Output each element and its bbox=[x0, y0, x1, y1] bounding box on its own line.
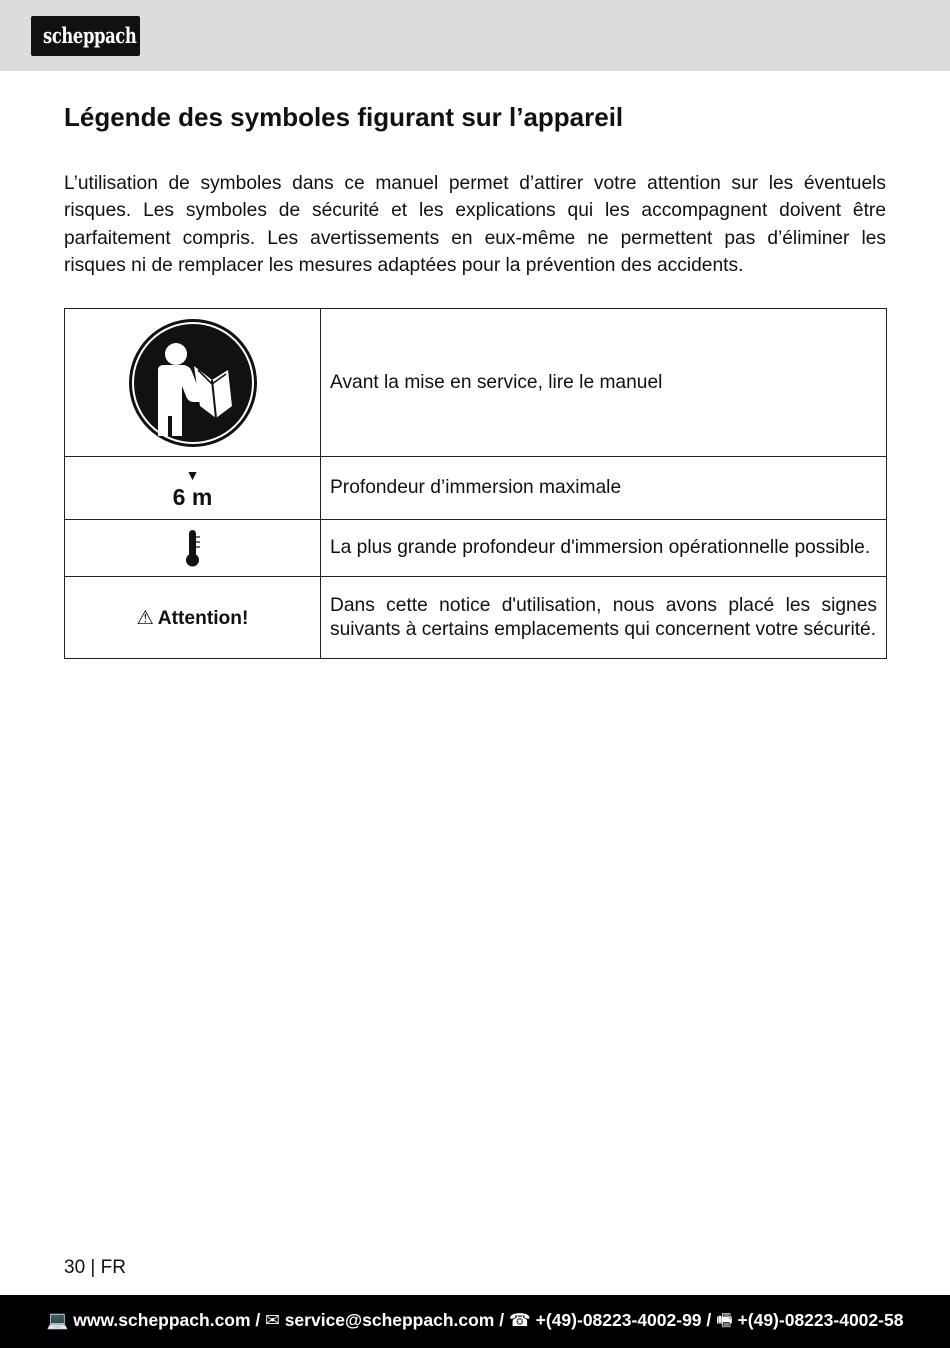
scheppach-logo[interactable] bbox=[31, 16, 140, 56]
email-icon: ✉ bbox=[265, 1310, 280, 1330]
attention-label bbox=[137, 608, 249, 629]
symbol-cell bbox=[65, 577, 321, 659]
symbol-row-manual bbox=[65, 309, 887, 457]
thermometer-icon bbox=[184, 529, 202, 567]
symbol-cell bbox=[65, 457, 321, 520]
warning-triangle-icon: ⚠ bbox=[136, 607, 154, 629]
header-bar bbox=[0, 0, 950, 71]
phone-icon: ☎ bbox=[508, 1310, 531, 1330]
symbol-cell bbox=[65, 309, 321, 457]
symbol-row-thermometer bbox=[65, 520, 887, 577]
symbol-description: Profondeur d’immersion maximale bbox=[321, 457, 887, 520]
footer-contact-line bbox=[0, 1295, 950, 1348]
symbol-cell bbox=[65, 520, 321, 577]
computer-icon: 💻 bbox=[46, 1310, 69, 1330]
fax-number: +(49)-08223-4002-58 bbox=[737, 1310, 904, 1330]
symbol-description: Dans cette notice d'utilisation, nous avons placé les signes suivants à certains emplacements qui concernent votre sécurité. bbox=[321, 577, 887, 659]
intro-paragraph: L’utilisation de symboles dans ce manuel permet d’attirer votre attention sur les éventuels risques. Les symboles de sécurité et les explications qui les accompagnent doivent être parfaitement compris. Les avertissements en eux-même ne permettent pas d’éliminer les risques ni de remplacer les mesures adaptées pour la prévention des accidents. bbox=[64, 173, 886, 276]
read-manual-icon bbox=[128, 318, 258, 448]
arrow-down-glyph: ▼ bbox=[185, 467, 200, 483]
email-link[interactable]: service@scheppach.com bbox=[284, 1310, 495, 1330]
website-link[interactable]: www.scheppach.com bbox=[73, 1310, 251, 1330]
separator: / bbox=[250, 1310, 266, 1330]
symbol-description: La plus grande profondeur d'immersion opérationnelle possible. bbox=[321, 520, 887, 577]
logo-text: scheppach bbox=[42, 23, 137, 48]
phone-number[interactable]: +(49)-08223-4002-99 bbox=[535, 1310, 702, 1330]
page-title: Légende des symboles figurant sur l’appareil bbox=[64, 102, 624, 132]
symbol-row-attention bbox=[65, 577, 887, 659]
separator: / bbox=[494, 1310, 509, 1330]
footer-bar bbox=[0, 1295, 950, 1348]
symbols-table bbox=[64, 308, 887, 659]
symbol-description: Avant la mise en service, lire le manuel bbox=[321, 309, 887, 457]
symbol-row-depth bbox=[65, 457, 887, 520]
attention-text: Attention! bbox=[157, 607, 249, 629]
depth-arrow-icon bbox=[173, 466, 213, 510]
separator: / bbox=[701, 1310, 717, 1330]
depth-value: 6 m bbox=[172, 484, 213, 510]
page-number: 30 | FR bbox=[64, 1257, 126, 1278]
fax-icon: 🖷 bbox=[716, 1310, 733, 1330]
